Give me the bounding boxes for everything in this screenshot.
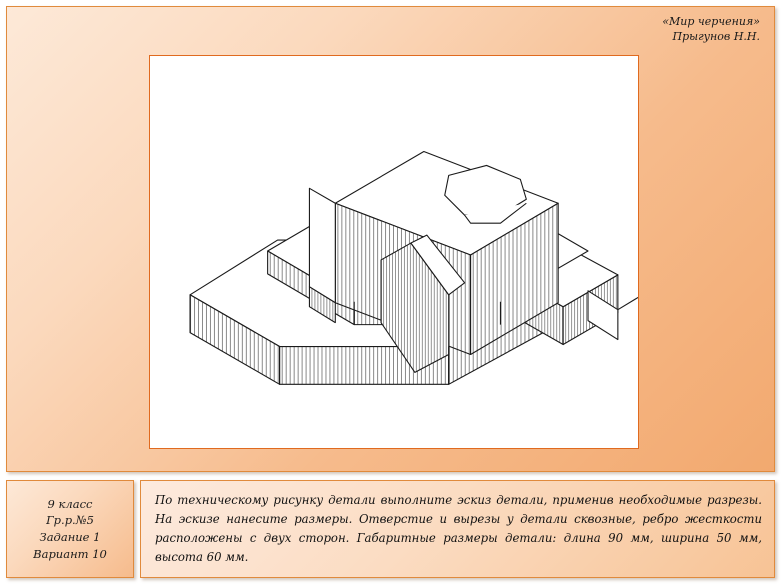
credits-line-1: «Мир черчения» xyxy=(662,15,760,28)
task-info-block xyxy=(6,480,134,578)
task-group: Гр.р.№5 xyxy=(46,513,94,528)
task-assignment: Задание 1 xyxy=(39,530,101,544)
technical-drawing xyxy=(150,56,638,448)
task-description: По техническому рисунку детали выполните эскиз детали, применив необходимые разрезы. На эскизе нанесите размеры. Отверстие и вырезы у детали сквозные, ребро жесткости расположены с двух сторон. Габаритные размеры детали: длина 90 мм, ширина 50 мм, высота 60 мм. xyxy=(140,480,775,578)
task-variant: Вариант 10 xyxy=(33,546,107,561)
credits-line-2: Прыгунов Н.Н. xyxy=(672,29,760,43)
main-panel xyxy=(6,6,775,472)
drawing-frame xyxy=(149,55,639,449)
task-grade: 9 класс xyxy=(47,496,93,511)
credits-block xyxy=(662,15,760,45)
bottom-row xyxy=(6,480,775,578)
